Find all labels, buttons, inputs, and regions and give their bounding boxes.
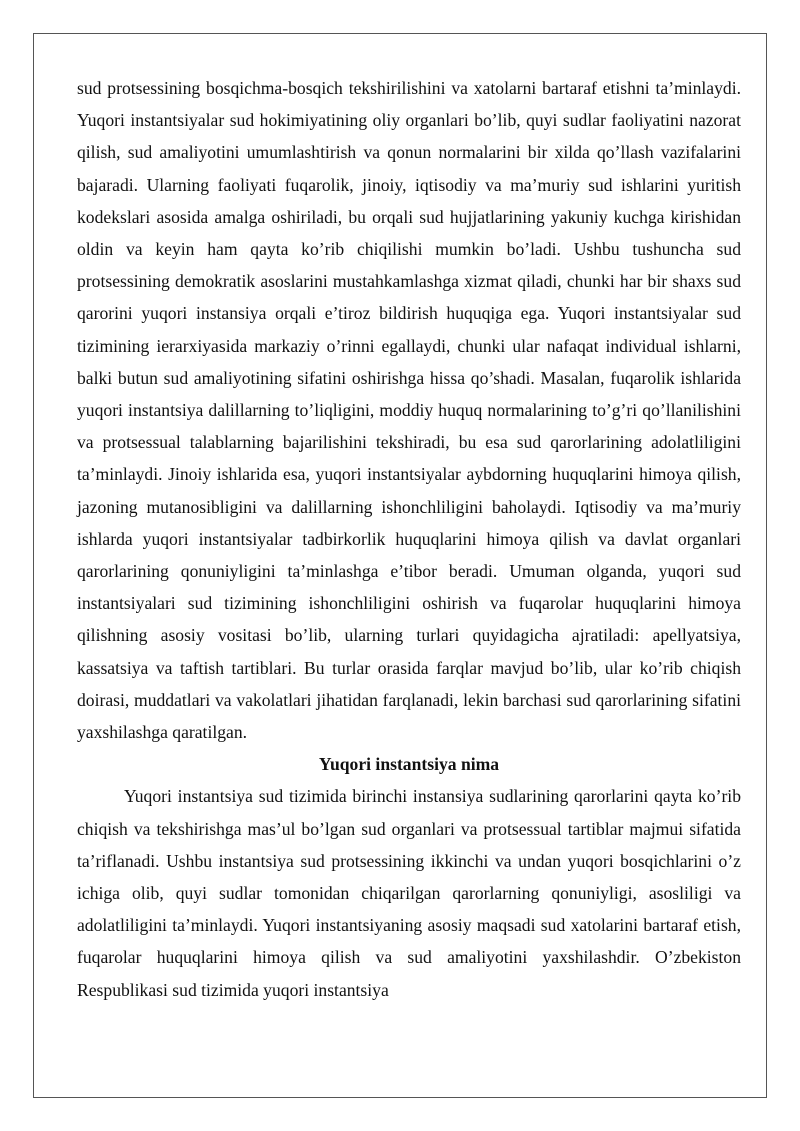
document-body <box>77 72 741 1006</box>
body-paragraph: sud protsessining bosqichma-bosqich tekshirilishini va xatolarni bartaraf etishni ta’minlaydi. Yuqori instantsiyalar sud hokimiyatining oliy organlari bo’lib, quyi sudlar faoliyatini nazorat qilish, sud amaliyotini umumlashtirish va qonun normalarini bir xilda qo’llash vazifalarini bajaradi. Ularning faoliyati fuqarolik, jinoiy, iqtisodiy va ma’muriy sud ishlarini yuritish kodekslari asosida amalga oshiriladi, bu orqali sud hujjatlarining yakuniy kuchga kirishidan oldin va keyin ham qayta ko’rib chiqilishi mumkin bo’ladi. Ushbu tushuncha sud protsessining demokratik asoslarini mustahkamlashga xizmat qiladi, chunki har bir shaxs sud qarorini yuqori instansiya orqali e’tiroz bildirish huquqiga ega. Yuqori instantsiyalar sud tizimining ierarxiyasida markaziy o’rinni egallaydi, chunki ular nafaqat individual ishlarni, balki butun sud amaliyotining sifatini oshirishga hissa qo’shadi. Masalan, fuqarolik ishlarida yuqori instantsiya dalillarning to’liqligini, moddiy huquq normalarining to’g’ri qo’llanilishini va protsessual talablarning bajarilishini tekshiradi, bu esa sud qarorlarining adolatliligini ta’minlaydi. Jinoiy ishlarida esa, yuqori instantsiyalar aybdorning huquqlarini himoya qilish, jazoning mutanosibligini va dalillarning ishonchliligini baholaydi. Iqtisodiy va ma’muriy ishlarda yuqori instantsiyalar tadbirkorlik huquqlarini himoya qilish va davlat organlari qarorlarining qonuniyligini ta’minlashga e’tibor beradi. Umuman olganda, yuqori sud instantsiyalari sud tizimining ishonchliligini oshirish va fuqarolar huquqlarini himoya qilishning asosiy vositasi bo’lib, ularning turlari quyidagicha ajratiladi: apellyatsiya, kassatsiya va taftish tartiblari. Bu turlar orasida farqlar mavjud bo’lib, ular ko’rib chiqish doirasi, muddatlari va vakolatlari jihatidan farqlanadi, lekin barchasi sud qarorlarining sifatini yaxshilashga qaratilgan. <box>77 78 741 743</box>
section-heading: Yuqori instantsiya nima <box>318 754 500 775</box>
body-paragraph: Yuqori instantsiya sud tizimida birinchi instansiya sudlarining qarorlarini qayta ko’rib chiqish va tekshirishga mas’ul bo’lgan sud organlari va protsessual tartiblar majmui sifatida ta’riflanadi. Ushbu instantsiya sud protsessining ikkinchi va undan yuqori bosqichlarini o’z ichiga olib, quyi sudlar tomonidan chiqarilgan qarorlarning qonuniyligi, asosliligi va adolatliligini ta’minlaydi. Yuqori instantsiyaning asosiy maqsadi sud xatolarini bartaraf etish, fuqarolar huquqlarini himoya qilish va sud amaliyotini yaxshilashdir. O’zbekiston Respublikasi sud tizimida yuqori instantsiya <box>77 786 741 1000</box>
